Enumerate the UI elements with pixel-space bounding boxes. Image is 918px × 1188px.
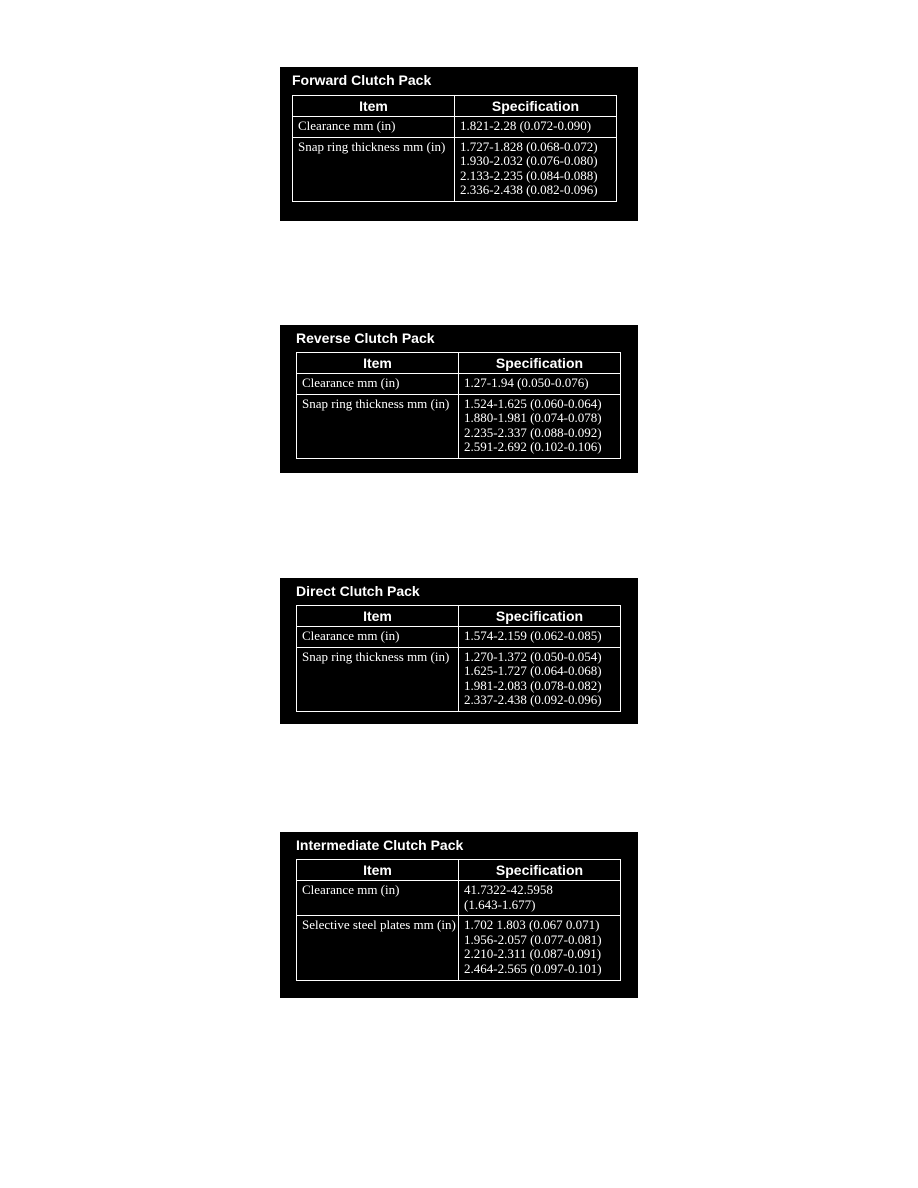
table-row (293, 117, 617, 138)
item-cell: Clearance mm (in) (297, 881, 459, 916)
specification-cell (459, 374, 621, 395)
panel-title: Direct Clutch Pack (296, 583, 420, 599)
specification-column-header: Specification (459, 353, 621, 374)
spec-table (292, 95, 617, 202)
table-header-row (293, 96, 617, 117)
panel-title: Reverse Clutch Pack (296, 330, 435, 346)
spec-value: 1.702 1.803 (0.067 0.071) (464, 917, 600, 933)
panel-title: Intermediate Clutch Pack (296, 837, 464, 853)
spec-value: (1.643-1.677) (464, 896, 536, 912)
specification-cell (459, 916, 621, 980)
table-row (297, 374, 621, 395)
spec-value: 2.591-2.692 (0.102-0.106) (464, 439, 602, 455)
spec-value: 1.625-1.727 (0.064-0.068) (464, 663, 602, 679)
spec-table (296, 605, 621, 712)
specification-column-header: Specification (455, 96, 617, 117)
specification-cell (459, 881, 621, 916)
spec-value: 2.235-2.337 (0.088-0.092) (464, 424, 602, 440)
spec-value: 1.524-1.625 (0.060-0.064) (464, 395, 602, 411)
spec-value: 1.956-2.057 (0.077-0.081) (464, 931, 602, 947)
intermediate-clutch-pack-panel (280, 832, 638, 998)
item-column-header: Item (297, 860, 459, 881)
item-cell: Clearance mm (in) (293, 117, 455, 138)
item-cell: Clearance mm (in) (297, 627, 459, 648)
panel-title: Forward Clutch Pack (292, 72, 432, 88)
table-row (297, 881, 621, 916)
item-column-header: Item (293, 96, 455, 117)
spec-value: 1.574-2.159 (0.062-0.085) (464, 628, 602, 643)
spec-value: 2.336-2.438 (0.082-0.096) (460, 182, 598, 198)
spec-table (296, 859, 621, 981)
table-header-row (297, 606, 621, 627)
spec-value: 2.133-2.235 (0.084-0.088) (460, 167, 598, 183)
specification-cell (455, 117, 617, 138)
specification-cell (455, 137, 617, 201)
spec-value: 41.7322-42.5958 (464, 882, 553, 897)
spec-value: 1.821-2.28 (0.072-0.090) (460, 118, 592, 133)
spec-value: 2.464-2.565 (0.097-0.101) (464, 960, 602, 976)
spec-value: 1.27-1.94 (0.050-0.076) (464, 375, 589, 390)
spec-value: 2.337-2.438 (0.092-0.096) (464, 692, 602, 708)
table-row (297, 647, 621, 711)
item-column-header: Item (297, 606, 459, 627)
forward-clutch-pack-panel (280, 67, 638, 221)
reverse-clutch-pack-panel (280, 325, 638, 473)
table-row (297, 627, 621, 648)
specification-cell (459, 394, 621, 458)
specification-cell (459, 647, 621, 711)
item-cell: Snap ring thickness mm (in) (297, 647, 459, 711)
spec-value: 2.210-2.311 (0.087-0.091) (464, 946, 602, 962)
spec-value: 1.270-1.372 (0.050-0.054) (464, 648, 602, 664)
item-cell: Snap ring thickness mm (in) (293, 137, 455, 201)
table-row (297, 394, 621, 458)
direct-clutch-pack-panel (280, 578, 638, 724)
specification-cell (459, 627, 621, 648)
table-header-row (297, 353, 621, 374)
spec-value: 1.727-1.828 (0.068-0.072) (460, 138, 598, 154)
item-cell: Snap ring thickness mm (in) (297, 394, 459, 458)
item-column-header: Item (297, 353, 459, 374)
item-cell: Selective steel plates mm (in) (297, 916, 459, 980)
specification-column-header: Specification (459, 860, 621, 881)
item-cell: Clearance mm (in) (297, 374, 459, 395)
spec-value: 1.930-2.032 (0.076-0.080) (460, 153, 598, 169)
specification-column-header: Specification (459, 606, 621, 627)
spec-value: 1.880-1.981 (0.074-0.078) (464, 410, 602, 426)
table-row (297, 916, 621, 980)
spec-table (296, 352, 621, 459)
table-row (293, 137, 617, 201)
table-header-row (297, 860, 621, 881)
spec-value: 1.981-2.083 (0.078-0.082) (464, 677, 602, 693)
